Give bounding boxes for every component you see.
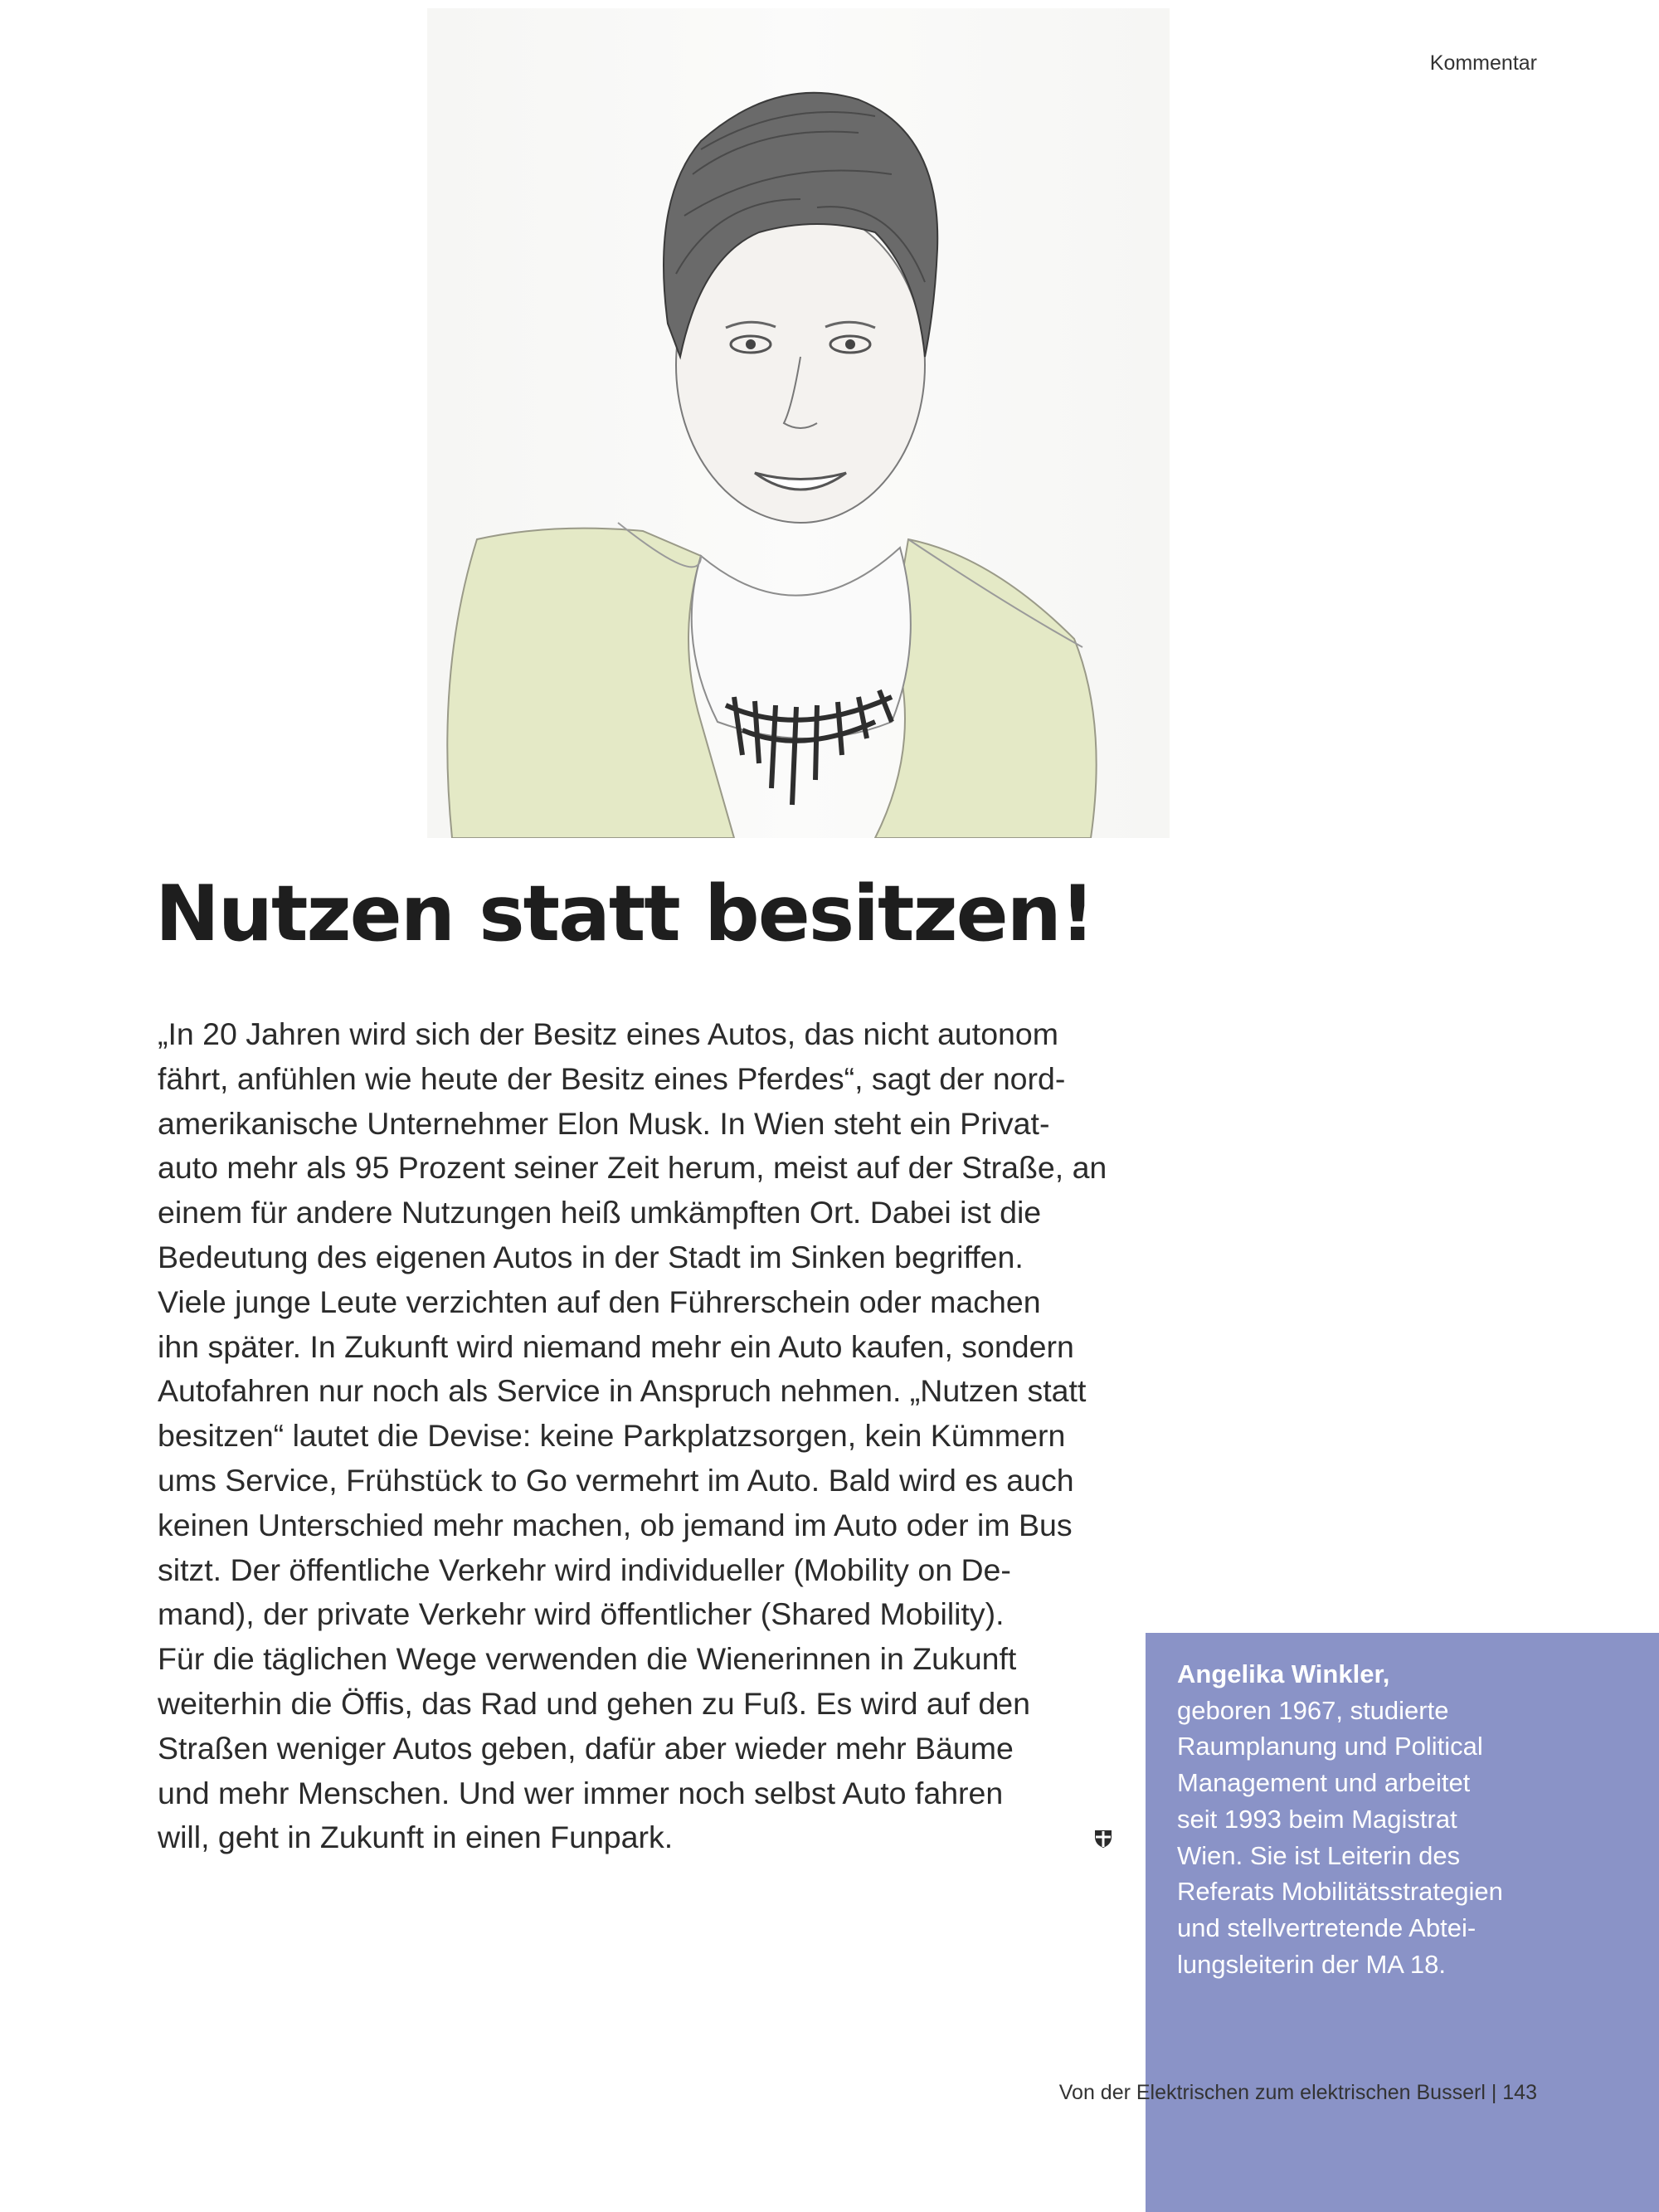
bio-line: lungsleiterin der MA 18. bbox=[1177, 1949, 1446, 1979]
section-label: Kommentar bbox=[1429, 51, 1537, 75]
body-line: amerikanische Unternehmer Elon Musk. In Wien steht ein Privat- bbox=[158, 1105, 1050, 1141]
article-title: Nutzen statt besitzen! bbox=[155, 869, 1094, 958]
author-bio bbox=[1177, 1656, 1642, 1982]
body-line: weiterhin die Öffis, das Rad und gehen zu Fuß. Es wird auf den bbox=[158, 1685, 1030, 1721]
bio-line: Wien. Sie ist Leiterin des bbox=[1177, 1840, 1461, 1870]
footer-separator: | bbox=[1491, 2081, 1497, 2104]
body-line: Bedeutung des eigenen Autos in der Stadt im Sinken begriffen. bbox=[158, 1239, 1024, 1274]
author-bio-box bbox=[1146, 1633, 1659, 2212]
body-line: keinen Unterschied mehr machen, ob jemand im Auto oder im Bus bbox=[158, 1507, 1073, 1542]
author-name: Angelika Winkler, bbox=[1177, 1659, 1390, 1688]
body-line: ums Service, Frühstück to Go vermehrt im Auto. Bald wird es auch bbox=[158, 1462, 1074, 1498]
publication-title: Von der Elektrischen zum elektrischen Busserl bbox=[1058, 2081, 1486, 2104]
body-line: einem für andere Nutzungen heiß umkämpften Ort. Dabei ist die bbox=[158, 1195, 1042, 1230]
bio-line: Raumplanung und Political bbox=[1177, 1732, 1483, 1761]
body-line: auto mehr als 95 Prozent seiner Zeit herum, meist auf der Straße, an bbox=[158, 1150, 1107, 1186]
body-line: und mehr Menschen. Und wer immer noch selbst Auto fahren bbox=[158, 1775, 1004, 1810]
body-line: Autofahren nur noch als Service in Anspruch nehmen. „Nutzen statt bbox=[158, 1373, 1087, 1409]
body-line: sitzt. Der öffentliche Verkehr wird individueller (Mobility on De- bbox=[158, 1552, 1011, 1587]
vienna-crest-icon bbox=[1093, 1829, 1113, 1849]
article-body bbox=[158, 1012, 1120, 1860]
bio-line: geboren 1967, studierte bbox=[1177, 1695, 1449, 1725]
page-footer bbox=[1059, 2081, 1537, 2105]
body-line: will, geht in Zukunft in einen Funpark. bbox=[158, 1820, 674, 1855]
body-line: Für die täglichen Wege verwenden die Wienerinnen in Zukunft bbox=[158, 1641, 1017, 1677]
body-line: Straßen weniger Autos geben, dafür aber wieder mehr Bäume bbox=[158, 1730, 1014, 1766]
body-line: fährt, anfühlen wie heute der Besitz eines Pferdes“, sagt der nord- bbox=[158, 1060, 1066, 1096]
bio-line: und stellvertretende Abtei- bbox=[1177, 1912, 1477, 1942]
body-line: Viele junge Leute verzichten auf den Führerschein oder machen bbox=[158, 1284, 1041, 1319]
body-line: ihn später. In Zukunft wird niemand mehr ein Auto kaufen, sondern bbox=[158, 1328, 1074, 1364]
page-number: 143 bbox=[1502, 2081, 1537, 2104]
bio-line: seit 1993 beim Magistrat bbox=[1177, 1804, 1457, 1834]
bio-line: Referats Mobilitätsstrategien bbox=[1177, 1877, 1503, 1907]
body-line: mand), der private Verkehr wird öffentlicher (Shared Mobility). bbox=[158, 1596, 1005, 1632]
bio-line: Management und arbeitet bbox=[1177, 1768, 1471, 1798]
body-line: besitzen“ lautet die Devise: keine Parkplatzsorgen, kein Kümmern bbox=[158, 1418, 1066, 1454]
body-line: „In 20 Jahren wird sich der Besitz eines Autos, das nicht autonom bbox=[158, 1016, 1058, 1051]
portrait-illustration bbox=[427, 8, 1170, 838]
